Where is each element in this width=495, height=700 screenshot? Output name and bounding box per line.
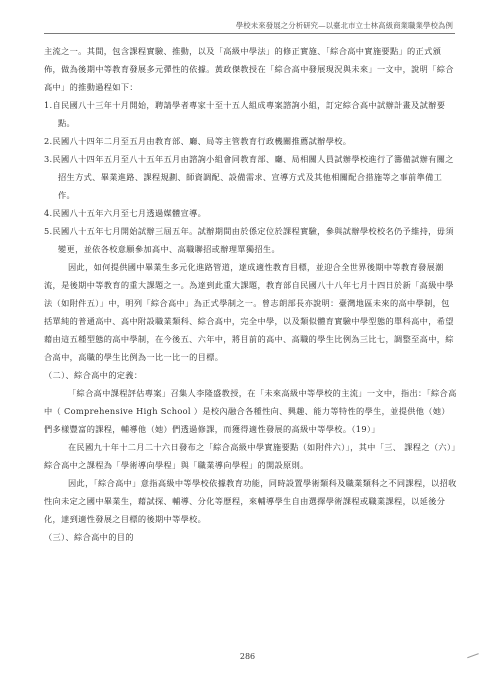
timeline-item-1: 1.自民國八十三年十月開始，聘請學者專家十至十五人組成專案諮詢小組，訂定綜合高中試辦計畫及試辦要點。 bbox=[44, 100, 446, 128]
timeline-item-5: 5.民國八十五年七月開始試辦三屆五年。試辦期間由於係定位於課程實驗，參與試辦學校校名仍予維持，毋須變更，並依各校意願參加高中、高職聯招或辦理單獨招生。 bbox=[44, 226, 454, 254]
header-rule bbox=[44, 33, 455, 34]
section-3-heading: （三）、綜合高中的目的 bbox=[44, 532, 134, 542]
body-text bbox=[44, 42, 457, 546]
timeline-item-3: 3.民國八十四年五月至八十五年五月由諮詢小組會同教育部、廳、局相關人員試辦學校進行了籌備試辦有關之招生方式、畢業進路、課程規劃、師資調配、設備需求、宣導方式及其他相關配合措施等之事前準備工作。 bbox=[44, 154, 454, 200]
section-2-heading: （二）、綜合高中的定義： bbox=[44, 370, 143, 380]
running-header: 學校未來發展之分析研究—以臺北市立士林高級商業職業學校為例 bbox=[235, 21, 453, 30]
paragraph-3: 「綜合高中課程評估專案」召集人李隆盛教授，在「未來高級中等學校的主流」一文中，指出：「綜合高中（ Comprehensive High School ）是校內融合各種性向、興趣、能力等特性的學生，並提供他（她）們多樣豐富的課程，輔導他（她）們透過修課，而獲得適性發展的高級中等學校。（19）」 bbox=[44, 388, 457, 434]
page-number: 286 bbox=[239, 652, 256, 661]
timeline-item-4: 4.民國八十五年六月至七月透過媒體宣導。 bbox=[44, 208, 207, 218]
paragraph-4: 在民國九十年十二月二十六日發布之「綜合高級中學實施要點（如附件六）」，其中「三、 課程之（六）」綜合高中之課程為「學術導向學程」與「職業導向學程」的開設原則。 bbox=[44, 442, 456, 470]
intro-paragraph: 主流之一。其間，包含課程實驗、推動，以及「高級中學法」的修正實施、「綜合高中實施要點」的正式頒佈，做為後期中等教育發展多元彈性的依據。黃政傑教授在「綜合高中發展現況與未來」一文中，說明「綜合高中」的推動過程如下： bbox=[44, 46, 454, 92]
timeline-item-2: 2.民國八十四年二月至五月由教育部、廳、局等主管教育行政機關推薦試辦學校。 bbox=[44, 136, 352, 146]
paragraph-5: 因此，「綜合高中」意指高級中等學校依據教育功能，同時設置學術類科及職業類科之不同課程，以招收性向未定之國中畢業生，藉試探、輔導、分化等歷程，來輔導學生自由選擇學術課程或職業課程，以延後分化，達到適性發展之目標的後期中等學校。 bbox=[44, 478, 457, 524]
paragraph-2: 因此，如何提供國中畢業生多元化進路管道，達成適性教育目標，並迎合全世界後期中等教育發展潮流，是後期中等教育的重大課題之一。為達到此重大課題，教育部自民國八十八年七月十四日於新「高級中學法（如附件五）」中，明列「綜合高中」為正式學制之一。曾志朗部長亦說明：臺灣地區未來的高中學制，包括單純的普通高中、高中附設職業類科、綜合高中，完全中學，以及類似體育實驗中學型態的單科高中，希望藉由這五種型態的高中學制，在今後五、六年中，將目前的高中、高職的學生比例為三比七，調整至高中，綜合高中，高職的學生比例為一比一比一的目標。 bbox=[44, 262, 454, 362]
